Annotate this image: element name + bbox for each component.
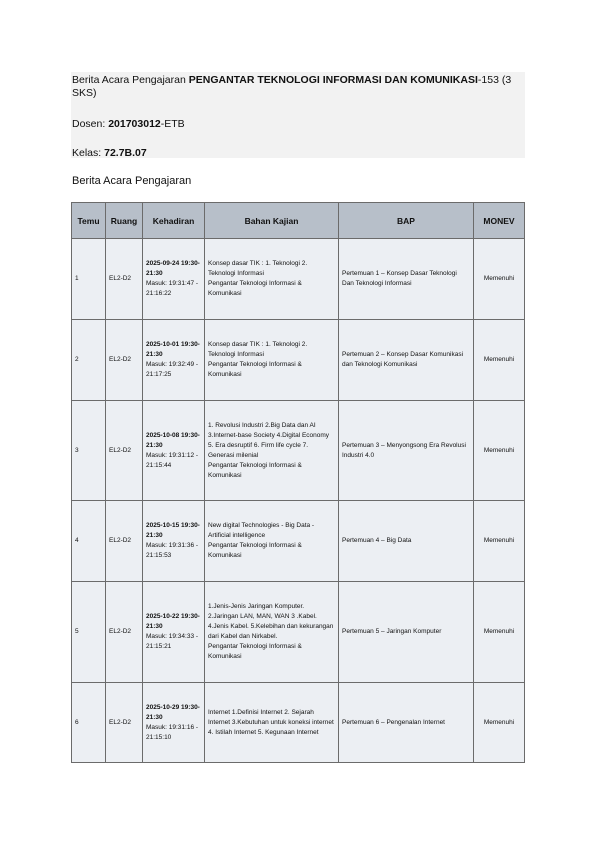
bap-table (71, 202, 525, 763)
table-header-row (72, 203, 525, 239)
bahan-text: New digital Technologies - Big Data - Artificial intelligence (208, 522, 315, 539)
monev-cell: Memenuhi (474, 320, 525, 401)
bahan-cell (205, 501, 339, 582)
jadwal-text: 2025-09-24 19:30-21:30 (146, 260, 200, 277)
jadwal-text: 2025-10-15 19:30-21:30 (146, 522, 200, 539)
course-suffix: -153 (3 SKS) (72, 74, 512, 99)
temu-cell: 2 (72, 320, 106, 401)
ruang-cell: EL2-D2 (106, 401, 143, 501)
jadwal-text: 2025-10-22 19:30-21:30 (146, 613, 200, 630)
column-header: Temu (72, 203, 106, 239)
monev-cell: Memenuhi (474, 683, 525, 763)
column-header: Ruang (106, 203, 143, 239)
bahan-mk-text: Pengantar Teknologi Informasi & Komunikasi (208, 461, 302, 479)
bap-cell: Pertemuan 3 – Menyongsong Era Revolusi Industri 4.0 (339, 401, 474, 501)
table-row (72, 239, 525, 320)
kelas-line (72, 147, 147, 160)
column-header: BAP (339, 203, 474, 239)
bap-cell: Pertemuan 4 – Big Data (339, 501, 474, 582)
table-row (72, 320, 525, 401)
bahan-text: 1.Jenis-Jenis Jaringan Komputer. 2.Jaringan LAN, MAN, WAN 3 .Kabel. 4.Jenis Kabel. 5.Kelebihan dan kekurangan dari Kabel dan Nirkabel. (208, 603, 334, 640)
masuk-text: Masuk: 19:31:16 - 21:15:10 (146, 723, 199, 741)
column-header: Kehadiran (143, 203, 205, 239)
bap-cell: Pertemuan 6 – Pengenalan Internet (339, 683, 474, 763)
column-header: MONEV (474, 203, 525, 239)
masuk-text: Masuk: 19:31:47 - 21:16:22 (146, 280, 199, 297)
temu-cell: 5 (72, 582, 106, 683)
bahan-cell (205, 239, 339, 320)
masuk-text: Masuk: 19:31:12 - 21:15:44 (146, 451, 199, 469)
dosen-suffix: -ETB (160, 118, 185, 130)
bahan-cell (205, 320, 339, 401)
jadwal-text: 2025-10-29 19:30-21:30 (146, 703, 200, 721)
ruang-cell: EL2-D2 (106, 239, 143, 320)
table-row (72, 683, 525, 763)
ruang-cell: EL2-D2 (106, 683, 143, 763)
monev-cell: Memenuhi (474, 501, 525, 582)
column-header: Bahan Kajian (205, 203, 339, 239)
kelas-label: Kelas: (72, 147, 105, 159)
jadwal-text: 2025-10-01 19:30-21:30 (146, 341, 200, 358)
bahan-text: Konsep dasar TIK : 1. Teknologi 2. Teknologi Informasi (208, 260, 308, 277)
course-name: PENGANTAR TEKNOLOGI INFORMASI DAN KOMUNIKASI (188, 74, 478, 86)
bahan-mk-text: Pengantar Teknologi Informasi & Komunikasi (208, 280, 302, 297)
kehadiran-cell (143, 582, 205, 683)
temu-cell: 4 (72, 501, 106, 582)
kehadiran-cell (143, 501, 205, 582)
table-row (72, 501, 525, 582)
bahan-mk-text: Pengantar Teknologi Informasi & Komunikasi (208, 643, 302, 660)
ruang-cell: EL2-D2 (106, 320, 143, 401)
masuk-text: Masuk: 19:31:36 - 21:15:53 (146, 542, 199, 559)
bahan-cell (205, 582, 339, 683)
section-title: Berita Acara Pengajaran (72, 175, 192, 187)
temu-cell: 6 (72, 683, 106, 763)
monev-cell: Memenuhi (474, 239, 525, 320)
bap-cell: Pertemuan 5 – Jaringan Komputer (339, 582, 474, 683)
kehadiran-cell (143, 401, 205, 501)
bap-cell: Pertemuan 2 – Konsep Dasar Komunikasi dan Teknologi Komunikasi (339, 320, 474, 401)
table-row (72, 582, 525, 683)
kehadiran-cell (143, 320, 205, 401)
bahan-mk-text: Pengantar Teknologi Informasi & Komunikasi (208, 361, 302, 378)
kehadiran-cell (143, 683, 205, 763)
temu-cell: 3 (72, 401, 106, 501)
ruang-cell: EL2-D2 (106, 582, 143, 683)
bahan-mk-text: Pengantar Teknologi Informasi & Komunikasi (208, 542, 302, 559)
dosen-label: Dosen: (72, 118, 109, 130)
dosen-code: 201703012 (108, 118, 161, 130)
masuk-text: Masuk: 19:32:49 - 21:17:25 (146, 361, 199, 378)
bahan-cell (205, 683, 339, 763)
bap-cell: Pertemuan 1 – Konsep Dasar Teknologi Dan Teknologi Informasi (339, 239, 474, 320)
kehadiran-cell (143, 239, 205, 320)
kelas-value: 72.7B.07 (104, 147, 147, 159)
temu-cell: 1 (72, 239, 106, 320)
document-title (72, 74, 522, 100)
monev-cell: Memenuhi (474, 401, 525, 501)
bahan-text: Internet 1.Definisi Internet 2. Sejarah Internet 3.Kebutuhan untuk koneksi internet 4. Istilah Internet 5. Kegunaan Internet (208, 708, 334, 736)
masuk-text: Masuk: 19:34:33 - 21:15:21 (146, 633, 199, 650)
jadwal-text: 2025-10-08 19:30-21:30 (146, 431, 200, 449)
title-prefix: Berita Acara Pengajaran (72, 74, 189, 86)
monev-cell: Memenuhi (474, 582, 525, 683)
bahan-text: Konsep dasar TIK : 1. Teknologi 2. Teknologi Informasi (208, 341, 308, 358)
bahan-cell (205, 401, 339, 501)
dosen-line (72, 118, 185, 131)
ruang-cell: EL2-D2 (106, 501, 143, 582)
bahan-text: 1. Revolusi Industri 2.Big Data dan AI 3.Internet-base Society 4.Digital Economy 5. Era desruptif 6. Firm life cycle 7. Generasi milenial (208, 421, 330, 459)
table-row (72, 401, 525, 501)
